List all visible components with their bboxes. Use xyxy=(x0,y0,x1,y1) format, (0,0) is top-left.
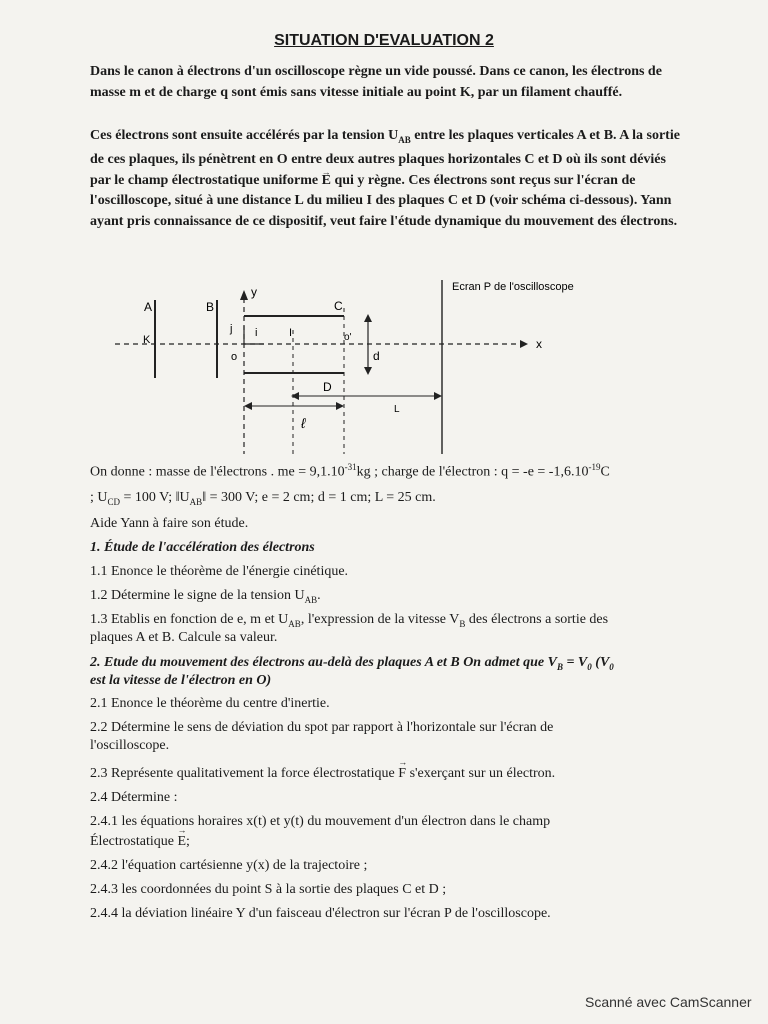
y-axis-label: y xyxy=(251,285,257,299)
plate-c-label: C xyxy=(334,299,343,313)
data-line-1: On donne : masse de l'électrons . me = $9,1.10^{-31}kg$ ; charge de l'électron : $q = -e = -1,6.10^{-19}C$ xyxy=(90,462,610,480)
camscanner-watermark: Scanné avec CamScanner xyxy=(585,994,752,1010)
question-1-2: 1.2 Détermine le signe de la tension $U_{AB}$. xyxy=(90,588,321,605)
vector-e-symbol-2: → E xyxy=(177,834,186,850)
x-axis-label: x xyxy=(536,337,542,351)
origin-o-label: o xyxy=(231,351,238,363)
question-1-1: 1.1 Enonce le théorème de l'énergie cinétique. xyxy=(90,564,349,579)
section-2-heading-line2: est la vitesse de l'électron en O) xyxy=(90,673,272,688)
point-k-label: K xyxy=(143,334,151,346)
question-2-4-3: 2.4.3 les coordonnées du point S à la sortie des plaques C et D ; xyxy=(90,882,447,897)
question-2-4-2: 2.4.2 l'équation cartésienne y(x) de la trajectoire ; xyxy=(90,858,368,873)
question-2-3: 2.3 Représente qualitativement la force électrostatique → F s'exerçant sur un électron. xyxy=(90,766,555,782)
point-i-label: I xyxy=(289,327,293,339)
question-1-3-cont: plaques A et B. Calcule sa valeur. xyxy=(90,630,278,645)
d-label: d xyxy=(373,349,380,363)
l-label: ℓ xyxy=(301,415,306,431)
L-label: L xyxy=(394,404,400,415)
plate-a-label: A xyxy=(144,300,153,314)
y-axis-arrow xyxy=(240,290,248,300)
plate-d-label: D xyxy=(323,380,332,394)
oscilloscope-diagram xyxy=(110,278,670,460)
section-1-heading: 1. Étude de l'accélération des électrons xyxy=(90,540,315,555)
question-2-4-1: 2.4.1 les équations horaires x(t) et y(t) du mouvement d'un électron dans le champ xyxy=(90,814,551,829)
screen-label: Ecran P de l'oscilloscope xyxy=(452,281,574,293)
aide-line: Aide Yann à faire son étude. xyxy=(90,516,249,531)
intro-paragraph-2: Ces électrons sont ensuite accélérés par la tension $U_{AB}$ entre les plaques verticales A et B. A la sortie de ces plaques, ils pénètrent en O entre deux autres plaques horizontales C et D où ils sont déviés par le champ électrostatique uniforme → E qui y règne. Ces électrons sont reçus sur l'écran de l'oscilloscope, situé à une distance L du milieu I des plaques C et D (voir schéma ci-dessous). Yann ayant pris connaissance de ce dispositif, veut faire l'étude dynamique du mouvement des électrons. xyxy=(90,126,680,232)
unit-vector-i-label: i xyxy=(255,327,258,339)
x-axis-arrow xyxy=(520,340,528,348)
section-2-heading: 2. Etude du mouvement des électrons au-delà des plaques A et B On admet que $V_B = V_0$ ($V_0$ xyxy=(90,655,614,672)
data-line-2: ; $U_{CD} = 100$ V; $‖U_{AB}‖ = 300$ V; e = 2 cm; d = 1 cm; L = 25 cm. xyxy=(90,490,436,507)
vector-f-symbol: → F xyxy=(398,766,406,782)
question-2-2-cont: l'oscilloscope. xyxy=(90,738,170,753)
point-o-prime-label: o' xyxy=(344,332,352,343)
question-2-1: 2.1 Enonce le théorème du centre d'inertie. xyxy=(90,696,330,711)
question-2-4-4: 2.4.4 la déviation linéaire Y d'un faisceau d'électron sur l'écran P de l'oscilloscope. xyxy=(90,906,551,921)
question-2-2: 2.2 Détermine le sens de déviation du spot par rapport à l'horizontale sur l'écran de xyxy=(90,720,554,735)
unit-vector-j-label: j xyxy=(230,323,233,335)
intro-paragraph-1: Dans le canon à électrons d'un oscilloscope règne un vide poussé. Dans ce canon, les électrons de masse m et de charge q sont émis sans vitesse initiale au point K, par un filament chauffé. xyxy=(90,64,662,100)
vector-e-symbol: → E xyxy=(322,171,331,192)
question-2-4-1-cont: Électrostatique → E; xyxy=(90,834,190,850)
plate-b-label: B xyxy=(206,300,215,314)
page-title: SITUATION D'EVALUATION 2 xyxy=(274,32,494,49)
question-1-3: 1.3 Etablis en fonction de e, m et $U_{AB}$, l'expression de la vitesse $V_B$ des électrons a sortie des xyxy=(90,612,609,629)
question-2-4: 2.4 Détermine : xyxy=(90,790,178,805)
